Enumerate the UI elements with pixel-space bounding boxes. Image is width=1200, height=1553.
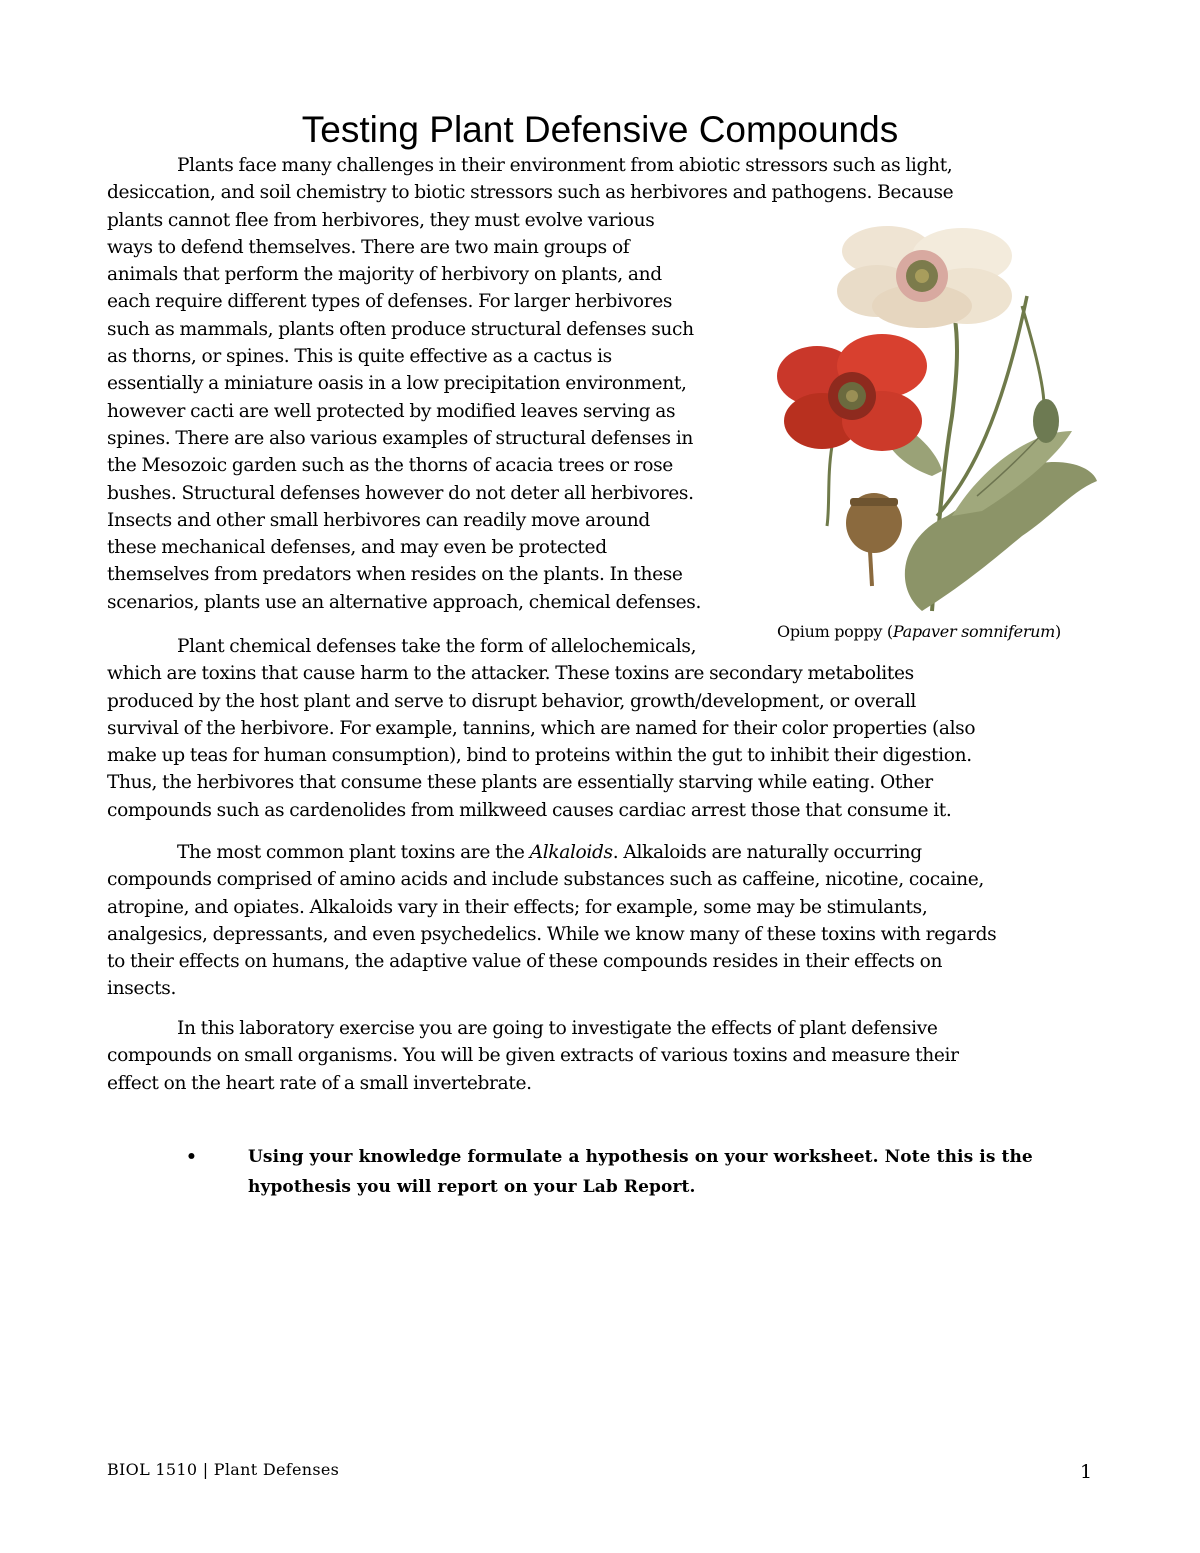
- bullet-icon: •: [186, 1147, 197, 1167]
- page-title: Testing Plant Defensive Compounds: [301, 109, 899, 150]
- caption-text-end: ): [1055, 622, 1061, 641]
- text-line: Using your knowledge formulate a hypothesis on your worksheet. Note this is the: [248, 1147, 1033, 1167]
- text-line: produced by the host plant and serve to disrupt behavior, growth/development, or overall: [107, 690, 917, 712]
- text-line: these mechanical defenses, and may even be protected: [107, 537, 607, 559]
- text-line: the Mesozoic garden such as the thorns of acacia trees or rose: [107, 455, 673, 477]
- caption-text: Opium poppy (: [777, 622, 893, 641]
- hypothesis-bullet: [186, 1142, 1033, 1202]
- text-line: insects.: [107, 978, 177, 1000]
- text-line: Insects and other small herbivores can readily move around: [107, 509, 650, 531]
- text-line: essentially a miniature oasis in a low precipitation environment,: [107, 373, 687, 395]
- text-line: survival of the herbivore. For example, tannins, which are named for their color properties (also: [107, 717, 976, 739]
- text-line: scenarios, plants use an alternative approach, chemical defenses.: [107, 591, 702, 613]
- paragraph-lab-exercise: [107, 1015, 959, 1097]
- poppy-illustration-icon: [772, 216, 1102, 616]
- text-line: Plant chemical defenses take the form of allelochemicals,: [177, 636, 697, 657]
- text-line: In this laboratory exercise you are going to investigate the effects of plant defensive: [177, 1018, 938, 1039]
- text-line: which are toxins that cause harm to the attacker. These toxins are secondary metabolites: [107, 663, 914, 685]
- text-segment: . Alkaloids are naturally occurring: [612, 842, 922, 863]
- text-line: compounds on small organisms. You will be given extracts of various toxins and measure their: [107, 1045, 959, 1067]
- paragraph-alkaloids: [107, 839, 996, 1003]
- text-line: effect on the heart rate of a small invertebrate.: [107, 1072, 532, 1094]
- text-line: themselves from predators when resides on the plants. In these: [107, 564, 683, 586]
- text-line: to their effects on humans, the adaptive value of these compounds resides in their effects on: [107, 951, 943, 973]
- caption-species-name: Papaver somniferum: [892, 622, 1056, 641]
- page-number: 1: [1080, 1461, 1093, 1483]
- text-line: such as mammals, plants often produce structural defenses such: [107, 318, 694, 340]
- text-line: animals that perform the majority of herbivory on plants, and: [107, 264, 662, 286]
- text-line: compounds such as cardenolides from milkweed causes cardiac arrest those that consume it.: [107, 799, 952, 821]
- text-line: hypothesis you will report on your Lab Report.: [248, 1177, 696, 1197]
- text-line: however cacti are well protected by modified leaves serving as: [107, 400, 676, 422]
- paragraph-chemical-defenses: [107, 633, 975, 824]
- text-emphasis: Alkaloids: [529, 842, 613, 863]
- text-line: [107, 839, 996, 866]
- text-line: Plants face many challenges in their environment from abiotic stressors such as light,: [177, 155, 953, 176]
- text-line: make up teas for human consumption), bind to proteins within the gut to inhibit their digestion.: [107, 745, 972, 767]
- text-line: as thorns, or spines. This is quite effective as a cactus is: [107, 346, 612, 368]
- text-line: atropine, and opiates. Alkaloids vary in their effects; for example, some may be stimulants,: [107, 896, 928, 918]
- text-line: ways to defend themselves. There are two main groups of: [107, 236, 630, 258]
- text-line: each require different types of defenses. For larger herbivores: [107, 291, 673, 313]
- footer-course-label: BIOL 1510 | Plant Defenses: [107, 1460, 340, 1479]
- text-line: analgesics, depressants, and even psychedelics. While we know many of these toxins with regards: [107, 923, 997, 945]
- text-line: compounds comprised of amino acids and include substances such as caffeine, nicotine, cocaine,: [107, 869, 984, 891]
- text-line: bushes. Structural defenses however do not deter all herbivores.: [107, 482, 694, 504]
- text-line: desiccation, and soil chemistry to biotic stressors such as herbivores and pathogens. Because: [107, 182, 954, 204]
- text-line: Thus, the herbivores that consume these plants are essentially starving while eating. Other: [107, 772, 933, 794]
- text-line: plants cannot flee from herbivores, they must evolve various: [107, 209, 655, 231]
- text-segment: The most common plant toxins are the: [177, 842, 530, 863]
- bullet-text: [186, 1142, 1033, 1202]
- text-line: spines. There are also various examples of structural defenses in: [107, 427, 694, 449]
